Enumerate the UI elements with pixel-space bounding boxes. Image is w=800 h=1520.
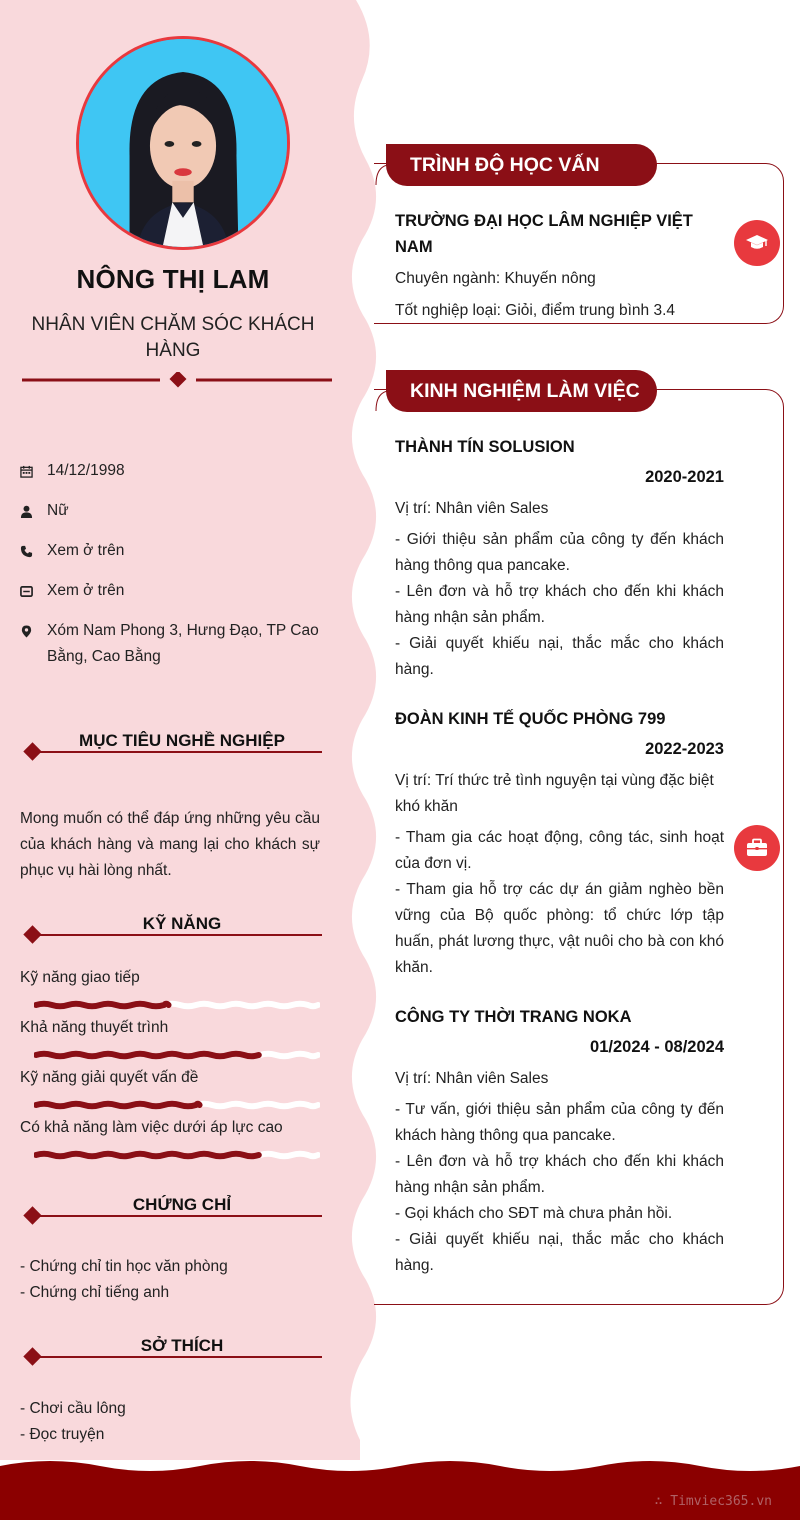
heading-line bbox=[30, 1356, 322, 1358]
contact-item-birthday bbox=[20, 458, 320, 484]
job-duty: - Lên đơn và hỗ trợ khách cho đến khi khách hàng nhận sản phẩm. bbox=[395, 583, 724, 626]
skill-bar bbox=[34, 1149, 320, 1161]
email-icon bbox=[20, 578, 47, 604]
contact-item-email bbox=[20, 578, 320, 604]
job-duty: - Gọi khách cho SĐT mà chưa phản hồi. bbox=[395, 1205, 673, 1222]
graduation-cap-icon bbox=[734, 220, 780, 266]
experience-heading-text: KINH NGHIỆM LÀM VIỆC bbox=[410, 380, 640, 402]
briefcase-icon bbox=[734, 825, 780, 871]
heading-line bbox=[30, 1215, 322, 1217]
user-icon bbox=[20, 498, 47, 524]
skill-label: Có khả năng làm việc dưới áp lực cao bbox=[20, 1119, 283, 1136]
calendar-icon bbox=[20, 458, 47, 484]
skill-bar-fill bbox=[36, 1004, 169, 1007]
location-pin-icon bbox=[20, 618, 47, 644]
title-divider bbox=[22, 372, 332, 388]
phone-icon bbox=[20, 538, 47, 564]
contact-item-gender bbox=[20, 498, 320, 524]
watermark: ∴ Timviec365.vn bbox=[654, 1494, 772, 1509]
skill-bar bbox=[34, 999, 320, 1011]
diamond-icon bbox=[23, 925, 41, 943]
job-duty: - Tham gia các hoạt động, công tác, sinh hoạt của đơn vị. bbox=[395, 829, 724, 872]
contact-text: Xem ở trên bbox=[47, 582, 125, 599]
job-duty: - Lên đơn và hỗ trợ khách cho đến khi khách hàng nhận sản phẩm. bbox=[395, 1153, 724, 1196]
diamond-icon bbox=[23, 742, 41, 760]
job-duty: - Giải quyết khiếu nại, thắc mắc cho khách hàng. bbox=[395, 1231, 724, 1274]
skill-bar-fill bbox=[36, 1054, 259, 1057]
job-position: Vị trí: Nhân viên Sales bbox=[395, 1070, 549, 1087]
skill-bar bbox=[34, 1049, 320, 1061]
objective-heading-text: MỤC TIÊU NGHỀ NGHIỆP bbox=[79, 731, 285, 750]
education-heading-text: TRÌNH ĐỘ HỌC VẤN bbox=[410, 154, 600, 176]
job-duty: - Tham gia hỗ trợ các dự án giảm nghèo bền vững của Bộ quốc phòng: tổ chức lớp tập huấn, phát lương thực, vật nuôi cho bà con khó khăn. bbox=[395, 881, 724, 976]
contact-item-phone bbox=[20, 538, 320, 564]
education-major: Chuyên ngành: Khuyến nông bbox=[395, 270, 596, 287]
company-name: CÔNG TY THỜI TRANG NOKA bbox=[395, 1008, 632, 1026]
list-item: - Chứng chỉ tiếng anh bbox=[20, 1284, 170, 1301]
candidate-name: NÔNG THỊ LAM bbox=[76, 264, 270, 294]
heading-line bbox=[30, 934, 322, 936]
job-duty: - Giải quyết khiếu nại, thắc mắc cho khách hàng. bbox=[395, 635, 724, 678]
list-item: - Chứng chỉ tin học văn phòng bbox=[20, 1258, 228, 1275]
job-period: 01/2024 - 08/2024 bbox=[590, 1038, 724, 1056]
job-position: Vị trí: Trí thức trẻ tình nguyện tại vùng đặc biệt khó khăn bbox=[395, 772, 714, 815]
job-duty: - Tư vấn, giới thiệu sản phẩm của công ty đến khách hàng thông qua pancake. bbox=[395, 1101, 724, 1144]
contact-text: 14/12/1998 bbox=[47, 462, 125, 479]
hobbies-heading bbox=[22, 1336, 322, 1366]
skills-heading bbox=[22, 914, 322, 944]
skill-label: Kỹ năng giải quyết vấn đề bbox=[20, 1069, 199, 1086]
footer-wave bbox=[0, 1458, 800, 1520]
contact-list bbox=[20, 458, 320, 684]
school-name: TRƯỜNG ĐẠI HỌC LÂM NGHIỆP VIỆT NAM bbox=[395, 212, 693, 256]
diamond-icon bbox=[23, 1347, 41, 1365]
objective-text: Mong muốn có thể đáp ứng những yêu cầu của khách hàng và mang lại cho khách sự phục vụ hài lòng nhất. bbox=[20, 810, 320, 879]
contact-item-address bbox=[20, 618, 320, 670]
objective-heading bbox=[22, 731, 322, 761]
education-heading bbox=[386, 144, 657, 186]
hobbies-heading-text: SỞ THÍCH bbox=[140, 1336, 224, 1355]
job-position: Vị trí: Nhân viên Sales bbox=[395, 500, 549, 517]
skill-bar bbox=[34, 1099, 320, 1111]
skill-bar-fill bbox=[36, 1104, 200, 1107]
education-content bbox=[395, 208, 724, 324]
job-title: NHÂN VIÊN CHĂM SÓC KHÁCH HÀNG bbox=[31, 314, 315, 361]
contact-text: Xóm Nam Phong 3, Hưng Đạo, TP Cao Bằng, Cao Bằng bbox=[47, 622, 319, 665]
certificates-heading-text: CHỨNG CHỈ bbox=[132, 1195, 232, 1214]
skill-label: Khả năng thuyết trình bbox=[20, 1019, 169, 1036]
diamond-icon bbox=[23, 1206, 41, 1224]
company-name: ĐOÀN KINH TẾ QUỐC PHÒNG 799 bbox=[395, 710, 666, 728]
list-item: - Chơi cầu lông bbox=[20, 1400, 126, 1417]
heading-line bbox=[30, 751, 322, 753]
job-period: 2022-2023 bbox=[645, 740, 724, 758]
skills-heading-text: KỸ NĂNG bbox=[142, 914, 222, 933]
contact-text: Nữ bbox=[47, 502, 69, 519]
experience-heading bbox=[386, 370, 657, 412]
hobbies-list bbox=[20, 1396, 320, 1448]
portrait-photo bbox=[79, 39, 287, 247]
job-entry bbox=[395, 706, 724, 981]
certificates-heading bbox=[22, 1195, 322, 1225]
skill-label: Kỹ năng giao tiếp bbox=[20, 969, 140, 986]
education-graduation: Tốt nghiệp loại: Giỏi, điểm trung bình 3.4 bbox=[395, 302, 676, 319]
job-period: 2020-2021 bbox=[645, 468, 724, 486]
certificates-list bbox=[20, 1254, 320, 1306]
company-name: THÀNH TÍN SOLUSION bbox=[395, 438, 575, 456]
contact-text: Xem ở trên bbox=[47, 542, 125, 559]
job-entry bbox=[395, 1004, 724, 1279]
list-item: - Đọc truyện bbox=[20, 1426, 105, 1443]
job-entry bbox=[395, 434, 724, 683]
job-duty: - Giới thiệu sản phẩm của công ty đến khách hàng thông qua pancake. bbox=[395, 531, 724, 574]
avatar bbox=[76, 36, 290, 250]
skill-bar-fill bbox=[36, 1154, 259, 1157]
